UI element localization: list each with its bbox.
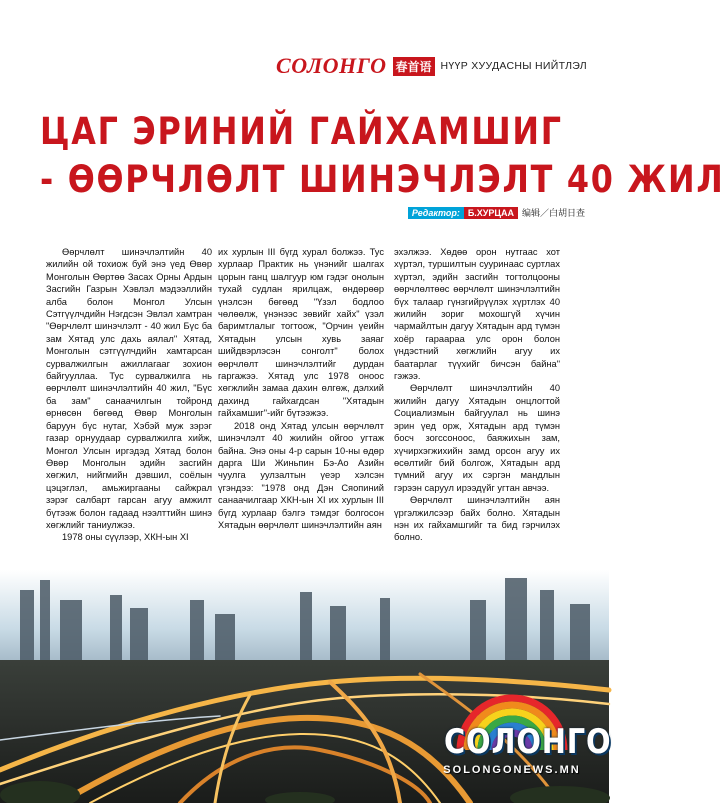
headline-line-2: - ӨӨРЧЛӨЛТ ШИНЭЧЛЭЛТ 40 ЖИЛ bbox=[40, 158, 725, 201]
article-column-1 bbox=[46, 246, 212, 544]
headline-line-1: ЦАГ ЭРИНИЙ ГАЙХАМШИГ bbox=[40, 110, 563, 153]
paragraph: эхэлжээ. Хөдөө орон нутгаас хот хүртэл, туршилтын сууринаас суртлах хүртэл, эдийн засгийн тогтолцооны өөрчлөлтөөс өөрчлөлт шинэчлэлтийн бүх талаар гүнзгийрүүлэх хүртлэх 40 жилийн зориг мохошгүй хүчин чармайлтын дагуу Хятадын ард түмэн хоёр гараараа улс орон болон үндэстний хөгжлийн агуу их баатарлаг түүхийг бичсэн байна" гэжээ. bbox=[394, 247, 560, 382]
editor-chinese: 编辑／白胡日查 bbox=[521, 208, 585, 218]
paragraph: Өөрчлөлт шинэчлэлтийн 40 жилийн дагуу Хятадын онцлогтой Социализмын байгуулал нь шинэ эрин үед орж, Хятадын ард түмэн босч зогссоноос, баяжихын зам, хүчирхэгжихийн замд орсон агуу их өсөлтийг бий болгож, Хятадын ард түмний агуу их сэргэн мандлын гэрээн саруул ирээдүйг угтан авчээ. bbox=[394, 383, 560, 493]
paragraph: Өөрчлөлт шинэчлэлтийн аян үргэлжилсээр байх болно. Хятадын нэн их гайхамшгийг та бид гэрчилэх болно. bbox=[394, 495, 560, 543]
article-column-3 bbox=[394, 246, 560, 544]
solongo-logo bbox=[432, 672, 612, 790]
editor-label: Редактор: bbox=[408, 207, 464, 219]
paragraph: 1978 оны сүүлээр, ХКН-ын XI bbox=[62, 532, 189, 543]
logo-wordmark: СОЛОНГО bbox=[444, 722, 612, 762]
article-column-2 bbox=[218, 246, 384, 531]
logo-url: SOLONGONEWS.MN bbox=[443, 764, 581, 776]
brand-chinese-tag: 春首语 bbox=[393, 57, 435, 76]
masthead bbox=[276, 55, 587, 77]
article-headline bbox=[40, 108, 725, 204]
editor-name: Б.ХУРЦАА bbox=[464, 207, 518, 219]
paragraph: Өөрчлөлт шинэчлэлтийн 40 жилийн ой тохиож буй энэ үед Өвөр Монголын Өөртөө Засах Орны Ардын Засгийн Газрын Хэвлэл мэдээллийн алба болон Монгол Улсын Сэтгүүлчдийн Нэгдсэн Эвлэл хамтран "Өөрчлөлт шинэчлэлт - 40 жил Бүс ба зам Хятад улс дахь аялал" Хятад, Монголын сэтгүүлчдийн хамтарсан сурвалжилгын ажиллагааг зохион байгууллаа. Тус сурвалжилга нь өөрчлөлт шинэчлэлтийн 40 жил, "Бүс ба зам" санаачилгын тойронд өрнөсөн бөгөөд Өвөр Монголын баруун бүс нутаг, Хэбэй муж зэрэг газар орнуудаар сурвалжилга хийж, Монгол Улсын иргэдэд Хятад болон Өвөр Монголын эдийн засгийн хөгжил, нийгмийн дэвшил, соёлын цэцэглэл, амьжиргааны сайжрал зэрэг салбарт гарсан агуу амжилт бүтээж болон гадаад нээлттийн шинэ хөгжлийг таниулжээ. bbox=[46, 247, 212, 530]
paragraph: 2018 онд Хятад улсын өөрчлөлт шинэчлэлт 40 жилийн ойгоо угтаж байна. Энэ оны 4-р сарын 10-ны өдөр дарга Ши Жиньпин Бэ-Ао Азийн чуулга уулзалтын үеэр хэлсэн үгэндээ: "1978 онд Дэн Сяопиний санаачилгаар ХКН-ын XI их хурлын III бүгд хурлаар бэлгэ тэмдэг болгосон Хятадын өөрчлөлт шинэчлэлтийн аян bbox=[218, 420, 384, 530]
brand-name: СОЛОНГО bbox=[276, 53, 387, 78]
section-label: НҮҮР ХУУДАСНЫ НИЙТЛЭЛ bbox=[440, 60, 587, 72]
editor-credits bbox=[408, 206, 585, 219]
paragraph: их хурлын III бүгд хурал болжээ. Тус хурлаар Практик нь үнэнийг шалгах цорын ганц шалгуур юм гэдэг онолын тухай судлан ярилцаж, өндөрөөр үнэлсэн бөгөөд "Үзэл бодлоо чөлөөлж, үнэнээс зөвийг хайх" үзэл баримтлалыг тогтоож, "Орчин үеийн Хятадын улсын хувь заяаг шийдвэрлэсэн сонголт" болох өөрчлөлт шинэчлэлтийг дурдан гаргажээ. Хятад улс 1978 оноос хөгжлийн замаа дахин өлгөж, дэлхий дахинд гайхагдсан "Хятадын гайхамшиг"-ийг бүтээжээ. bbox=[218, 247, 384, 419]
